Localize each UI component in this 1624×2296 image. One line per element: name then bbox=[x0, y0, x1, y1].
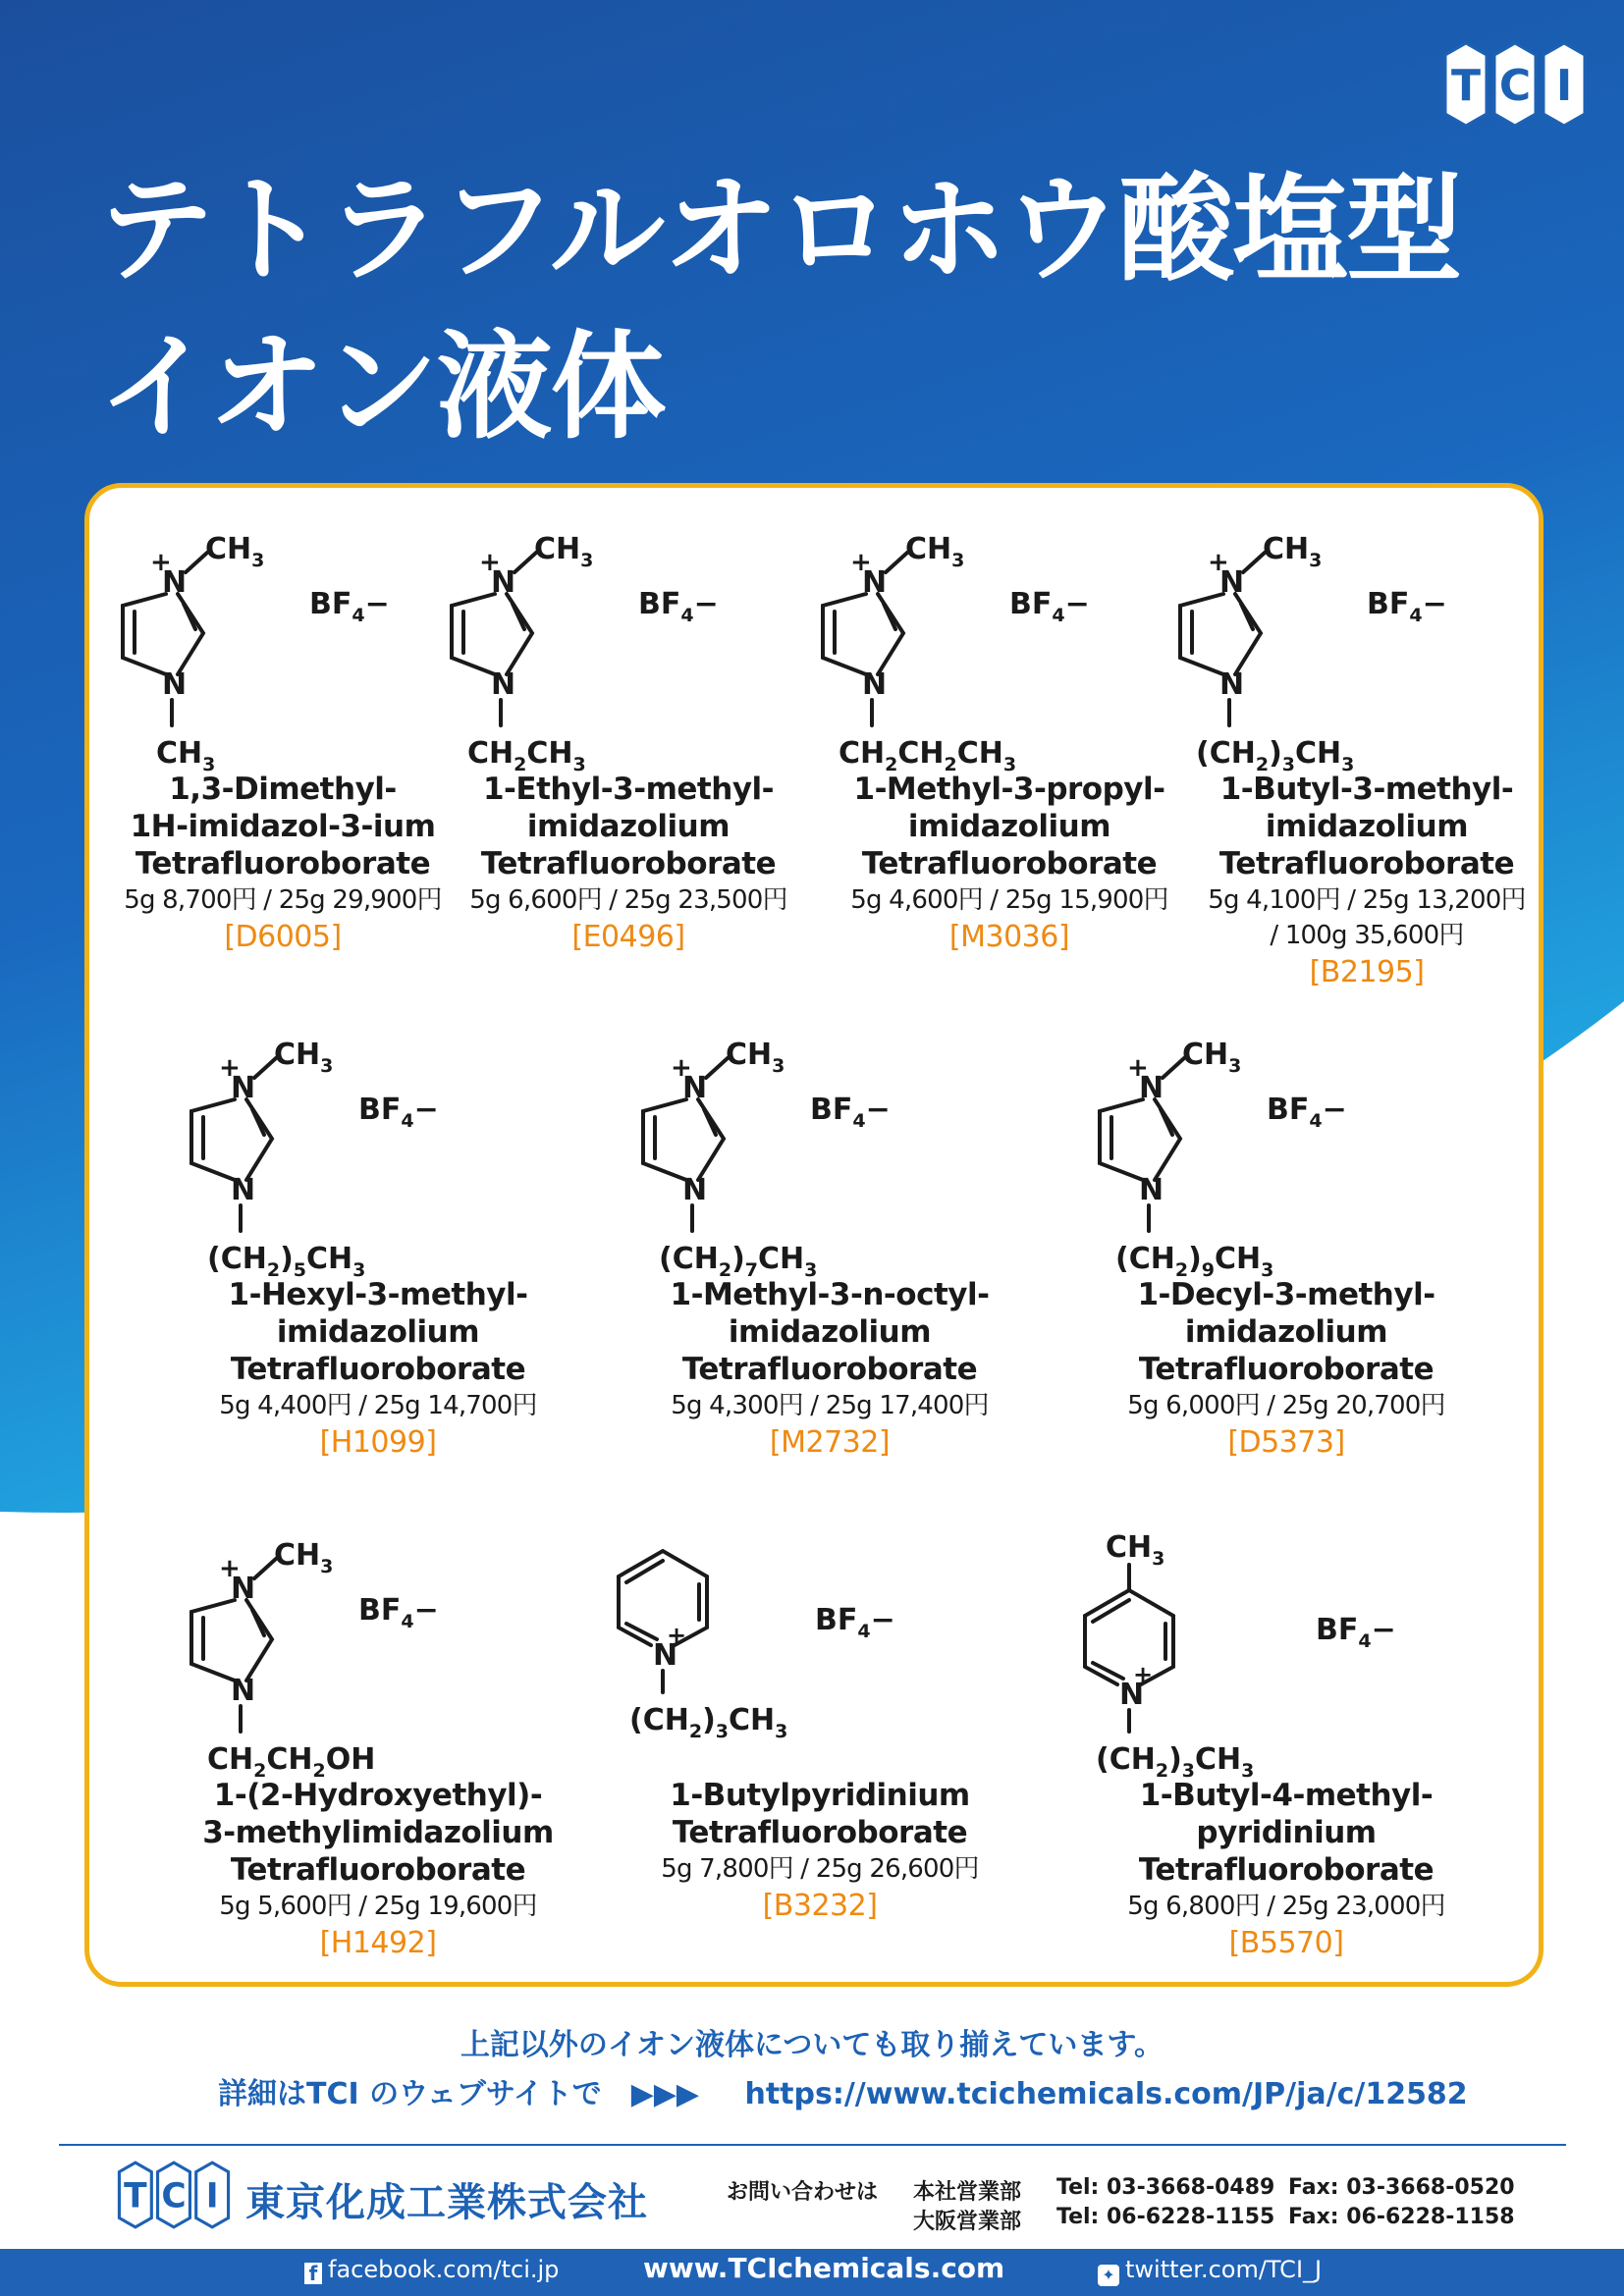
product-code[interactable]: [M2732] bbox=[769, 1425, 891, 1460]
office-name-osaka: 大阪営業部 bbox=[913, 2210, 1022, 2234]
svg-text:C: C bbox=[1498, 61, 1532, 111]
chemical-structure bbox=[162, 1021, 594, 1315]
product-name-line: Tetrafluoroborate bbox=[1138, 1352, 1435, 1387]
company-name: 東京化成工業株式会社 bbox=[245, 2180, 648, 2225]
product-name-line: 1-Decyl-3-methyl- bbox=[1137, 1277, 1435, 1312]
substituent-label: $(CH_2)_3CH_3$ bbox=[629, 1703, 788, 1742]
product-name-line: 3-methylimidazolium bbox=[202, 1815, 554, 1850]
office-tel-head: Tel: 03-3668-0489 bbox=[1056, 2175, 1275, 2200]
ring-bond bbox=[1180, 594, 1223, 674]
product-price: 5g 8,700円 / 25g 29,900円 bbox=[124, 885, 442, 915]
substituent-label: $CH_2CH_2OH$ bbox=[207, 1742, 376, 1782]
svg-text:I: I bbox=[1555, 61, 1573, 111]
product-code[interactable]: [H1099] bbox=[319, 1425, 437, 1460]
website-note bbox=[218, 2069, 1468, 2112]
product-name-line: Tetrafluoroborate bbox=[230, 1852, 526, 1888]
methyl-label: $CH_3$ bbox=[274, 1038, 334, 1077]
nitrogen-label: N bbox=[491, 667, 516, 702]
substituent-label: $CH_2CH_3$ bbox=[467, 736, 586, 775]
product-name-line: 1-Butyl-3-methyl- bbox=[1219, 772, 1514, 807]
twitter-link-text: twitter.com/TCI_J bbox=[1125, 2256, 1323, 2283]
substituent-label: $CH_2CH_2CH_3$ bbox=[839, 736, 1017, 775]
ring-bond bbox=[698, 1099, 724, 1180]
charge-plus: + bbox=[479, 548, 501, 577]
facebook-link[interactable] bbox=[304, 2256, 559, 2284]
product-code[interactable]: [B5570] bbox=[1228, 1926, 1344, 1960]
methyl-label: $CH_3$ bbox=[205, 532, 265, 571]
ring-bond bbox=[123, 594, 166, 674]
anion-label: $BF_4-$ bbox=[1367, 587, 1447, 626]
charge-plus: + bbox=[1208, 548, 1229, 577]
product-name-line: 1,3-Dimethyl- bbox=[169, 772, 397, 807]
product-name-line: 1H-imidazol-3-ium bbox=[130, 809, 436, 844]
nitrogen-label: N bbox=[1119, 1678, 1145, 1712]
product-price: 5g 4,300円 / 25g 17,400円 bbox=[671, 1391, 989, 1420]
product-name-line: 1-Butyl-4-methyl- bbox=[1139, 1778, 1434, 1813]
product-name-line: Tetrafluoroborate bbox=[861, 846, 1158, 881]
nitrogen-label: N bbox=[162, 565, 188, 600]
charge-plus: + bbox=[667, 1622, 687, 1649]
anion-label: $BF_4-$ bbox=[358, 1593, 439, 1632]
nitrogen-label: N bbox=[231, 1071, 256, 1105]
product-info bbox=[1070, 1777, 1502, 1963]
methyl-bond bbox=[1243, 553, 1265, 572]
ring-bond bbox=[823, 594, 866, 674]
product-name-line: pyridinium bbox=[1196, 1815, 1377, 1850]
chemical-structure bbox=[614, 1021, 1046, 1315]
product-name-line: Tetrafluoroborate bbox=[230, 1352, 526, 1387]
product-name-line: 1-Hexyl-3-methyl- bbox=[228, 1277, 528, 1312]
methyl-label: $CH_3$ bbox=[1106, 1530, 1165, 1570]
methyl-bond bbox=[886, 553, 907, 572]
product-price: 5g 4,400円 / 25g 14,700円 bbox=[219, 1391, 537, 1420]
product-name-line: Tetrafluoroborate bbox=[681, 1352, 978, 1387]
tci-logo-small bbox=[116, 2160, 232, 2230]
office-fax-head: Fax: 03-3668-0520 bbox=[1288, 2175, 1515, 2200]
website-url-link[interactable]: https://www.tcichemicals.com/JP/ja/c/12582 bbox=[744, 2077, 1468, 2111]
svg-text:C: C bbox=[161, 2176, 187, 2216]
chemical-structure bbox=[1070, 1021, 1502, 1315]
product-info bbox=[1070, 1276, 1502, 1463]
office-fax-osaka: Fax: 06-6228-1158 bbox=[1288, 2205, 1515, 2229]
nitrogen-label: N bbox=[231, 1173, 256, 1207]
product-name-line: 1-Ethyl-3-methyl- bbox=[482, 772, 775, 807]
product-code[interactable]: [D6005] bbox=[224, 920, 342, 954]
twitter-icon: ✦ bbox=[1098, 2265, 1119, 2286]
product-name-line: Tetrafluoroborate bbox=[672, 1815, 968, 1850]
double-bond bbox=[1093, 1600, 1129, 1622]
methyl-bond bbox=[706, 1058, 728, 1078]
ring-bond bbox=[1085, 1590, 1173, 1684]
methyl-label: $CH_3$ bbox=[1263, 532, 1323, 571]
ring-bond bbox=[643, 1099, 686, 1180]
page-title-line-2: イオン液体 bbox=[98, 319, 665, 454]
chemical-structure bbox=[422, 515, 854, 810]
product-code[interactable]: [B2195] bbox=[1309, 955, 1425, 989]
website-note-text: 詳細はTCI のウェブサイトで ▶▶▶ bbox=[218, 2077, 700, 2111]
nitrogen-label: N bbox=[1219, 667, 1245, 702]
product-name-line: imidazolium bbox=[276, 1314, 480, 1350]
product-name-line: 1-Butylpyridinium bbox=[670, 1778, 970, 1813]
anion-label: $BF_4-$ bbox=[1267, 1093, 1347, 1132]
methyl-label: $CH_3$ bbox=[726, 1038, 785, 1077]
product-price: 5g 7,800円 / 25g 26,600円 bbox=[661, 1854, 979, 1884]
ring-bond bbox=[878, 594, 903, 674]
ring-bond bbox=[1235, 594, 1261, 674]
anion-label: $BF_4-$ bbox=[638, 587, 719, 626]
product-name-line: 1-Methyl-3-propyl- bbox=[853, 772, 1165, 807]
methyl-bond bbox=[186, 553, 207, 572]
nitrogen-label: N bbox=[231, 1674, 256, 1708]
substituent-label: $CH_3$ bbox=[156, 736, 216, 775]
product-name-line: imidazolium bbox=[907, 809, 1111, 844]
product-price: 5g 4,100円 / 25g 13,200円 bbox=[1208, 885, 1526, 915]
product-name-line: imidazolium bbox=[526, 809, 731, 844]
twitter-link[interactable] bbox=[1098, 2256, 1322, 2286]
double-bond bbox=[626, 1561, 663, 1582]
product-info bbox=[162, 1276, 594, 1463]
substituent-label: $(CH_2)_5CH_3$ bbox=[207, 1242, 366, 1281]
nitrogen-label: N bbox=[1219, 565, 1245, 600]
product-name-line: 1-Methyl-3-n-octyl- bbox=[670, 1277, 990, 1312]
nitrogen-label: N bbox=[682, 1173, 708, 1207]
ring-bond bbox=[191, 1600, 235, 1681]
nitrogen-label: N bbox=[1139, 1173, 1164, 1207]
anion-label: $BF_4-$ bbox=[1009, 587, 1090, 626]
footer-divider bbox=[59, 2144, 1566, 2146]
svg-text:T: T bbox=[124, 2176, 147, 2216]
product-price: / 100g 35,600円 bbox=[1270, 921, 1464, 950]
ring-bond bbox=[246, 1099, 272, 1180]
product-info bbox=[1151, 771, 1583, 992]
nitrogen-label: N bbox=[682, 1071, 708, 1105]
product-code[interactable]: [H1492] bbox=[319, 1926, 437, 1960]
product-name-line: imidazolium bbox=[728, 1314, 932, 1350]
methyl-bond bbox=[1163, 1058, 1184, 1078]
nitrogen-label: N bbox=[653, 1638, 678, 1673]
product-code[interactable]: [M3036] bbox=[948, 920, 1070, 954]
chemical-structure bbox=[604, 1522, 1036, 1816]
methyl-bond bbox=[514, 553, 536, 572]
product-price: 5g 6,800円 / 25g 23,000円 bbox=[1127, 1892, 1445, 1921]
substituent-label: $(CH_2)_9CH_3$ bbox=[1115, 1242, 1274, 1281]
svg-text:T: T bbox=[1450, 61, 1482, 111]
product-name-line: Tetrafluoroborate bbox=[1218, 846, 1515, 881]
methyl-label: $CH_3$ bbox=[905, 532, 965, 571]
chemical-structure bbox=[162, 1522, 594, 1816]
product-info bbox=[614, 1276, 1046, 1463]
tci-logo bbox=[1441, 39, 1589, 130]
charge-plus: + bbox=[1127, 1053, 1149, 1083]
product-info bbox=[412, 771, 844, 957]
nitrogen-label: N bbox=[491, 565, 516, 600]
anion-label: $BF_4-$ bbox=[309, 587, 390, 626]
nitrogen-label: N bbox=[231, 1572, 256, 1606]
ring-bond bbox=[191, 1099, 235, 1180]
product-price: 5g 6,600円 / 25g 23,500円 bbox=[469, 885, 787, 915]
product-info bbox=[162, 1777, 594, 1963]
nitrogen-label: N bbox=[862, 667, 888, 702]
charge-plus: + bbox=[150, 548, 172, 577]
methyl-bond bbox=[254, 1559, 276, 1578]
charge-plus: + bbox=[671, 1053, 692, 1083]
ring-bond bbox=[1100, 1099, 1143, 1180]
product-price: 5g 6,000円 / 25g 20,700円 bbox=[1127, 1391, 1445, 1420]
substituent-label: $(CH_2)_3CH_3$ bbox=[1096, 1742, 1255, 1782]
methyl-label: $CH_3$ bbox=[1182, 1038, 1242, 1077]
nitrogen-label: N bbox=[162, 667, 188, 702]
anion-label: $BF_4-$ bbox=[1316, 1613, 1396, 1652]
website-link[interactable]: www.TCIchemicals.com bbox=[643, 2252, 1005, 2284]
office-name-head: 本社営業部 bbox=[913, 2180, 1022, 2205]
chemical-structure bbox=[1151, 515, 1583, 810]
product-code[interactable]: [D5373] bbox=[1227, 1425, 1345, 1460]
anion-label: $BF_4-$ bbox=[810, 1093, 891, 1132]
substituent-label: $(CH_2)_7CH_3$ bbox=[659, 1242, 818, 1281]
office-tel-osaka: Tel: 06-6228-1155 bbox=[1056, 2205, 1275, 2229]
product-name-line: imidazolium bbox=[1265, 809, 1469, 844]
methyl-bond bbox=[254, 1058, 276, 1078]
nitrogen-label: N bbox=[862, 565, 888, 600]
product-info bbox=[604, 1777, 1036, 1926]
double-bond bbox=[626, 1624, 657, 1639]
page-title-line-1: テトラフルオロホウ酸塩型 bbox=[98, 162, 1461, 297]
ring-bond bbox=[452, 594, 495, 674]
nitrogen-label: N bbox=[1139, 1071, 1164, 1105]
charge-plus: + bbox=[219, 1554, 241, 1583]
product-name-line: Tetrafluoroborate bbox=[1138, 1852, 1435, 1888]
methyl-label: $CH_3$ bbox=[274, 1538, 334, 1577]
ring-bond bbox=[1155, 1099, 1180, 1180]
product-code[interactable]: [B3232] bbox=[762, 1889, 878, 1923]
other-products-note: 上記以外のイオン液体についても取り揃えています。 bbox=[460, 2028, 1164, 2062]
inquiry-label: お問い合わせは bbox=[727, 2180, 879, 2205]
methyl-label: $CH_3$ bbox=[534, 532, 594, 571]
product-price: 5g 4,600円 / 25g 15,900円 bbox=[850, 885, 1168, 915]
chemical-structure bbox=[1070, 1522, 1502, 1816]
ring-bond bbox=[619, 1551, 707, 1645]
product-name-line: Tetrafluoroborate bbox=[480, 846, 777, 881]
charge-plus: + bbox=[1133, 1661, 1154, 1688]
product-price: 5g 5,600円 / 25g 19,600円 bbox=[219, 1892, 537, 1921]
charge-plus: + bbox=[219, 1053, 241, 1083]
facebook-icon: f bbox=[304, 2263, 322, 2284]
product-code[interactable]: [E0496] bbox=[571, 920, 685, 954]
product-name-line: 1-(2-Hydroxyethyl)- bbox=[213, 1778, 543, 1813]
double-bond bbox=[1093, 1663, 1123, 1679]
ring-bond bbox=[246, 1600, 272, 1681]
ring-bond bbox=[178, 594, 203, 674]
facebook-link-text: facebook.com/tci.jp bbox=[328, 2256, 560, 2283]
product-name-line: imidazolium bbox=[1184, 1314, 1388, 1350]
substituent-label: $(CH_2)_3CH_3$ bbox=[1196, 736, 1355, 775]
charge-plus: + bbox=[850, 548, 872, 577]
svg-text:I: I bbox=[205, 2176, 219, 2216]
anion-label: $BF_4-$ bbox=[358, 1093, 439, 1132]
anion-label: $BF_4-$ bbox=[815, 1603, 895, 1642]
product-name-line: Tetrafluoroborate bbox=[135, 846, 431, 881]
ring-bond bbox=[507, 594, 532, 674]
